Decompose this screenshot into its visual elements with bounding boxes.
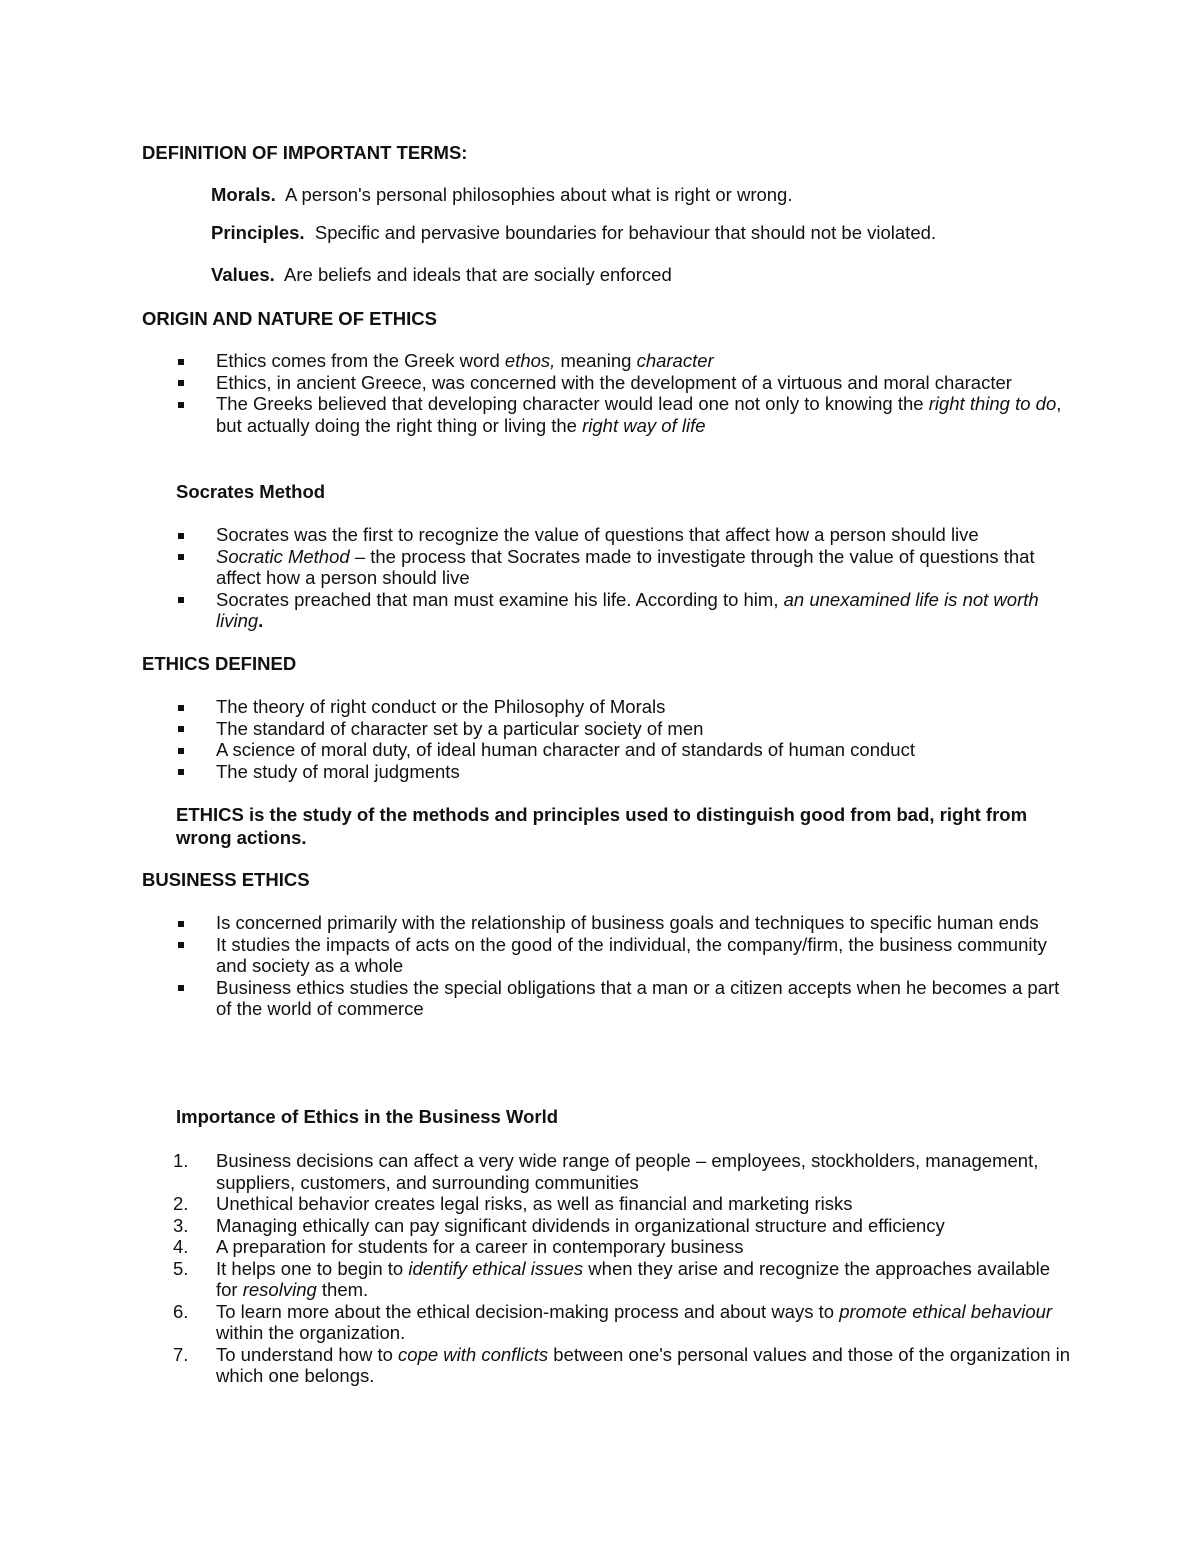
list-item: 3. Managing ethically can pay significant dividends in organizational structure and efficiency [173,1214,945,1236]
ethics-statement: ETHICS is the study of the methods and principles used to distinguish good from bad, right from wrong actions. [176,804,1028,848]
list-item: 2. Unethical behavior creates legal risks, as well as financial and marketing risks [173,1193,853,1214]
item-number: 1. [173,1150,189,1171]
list-item: 7. To understand how to cope with conflicts between one's personal values and those of the organization in which one belongs. [173,1343,1071,1386]
list-item: The study of moral judgments [141,761,1071,783]
list-item: Socrates was the first to recognize the value of questions that affect how a person should live [141,524,1071,546]
socrates-list [141,524,1071,632]
definitions-heading: DEFINITION OF IMPORTANT TERMS: [142,142,468,163]
item-number: 5. [173,1257,189,1279]
list-item: Socrates preached that man must examine his life. According to him, an unexamined life is not worth living. [141,589,1071,632]
term-values [211,264,672,286]
origin-list [141,350,1071,436]
term-principles [211,222,936,244]
list-item: Ethics, in ancient Greece, was concerned with the development of a virtuous and moral character [141,372,1071,394]
list-item: 6. To learn more about the ethical decision-making process and about ways to promote ethical behaviour within the organization. [173,1300,1053,1343]
defined-list [141,696,1071,782]
list-item: Socratic Method – the process that Socrates made to investigate through the value of questions that affect how a person should live [141,546,1071,589]
term-label: Values. [211,264,275,285]
socrates-heading: Socrates Method [176,481,326,502]
list-item: A science of moral duty, of ideal human character and of standards of human conduct [141,739,1071,761]
business-heading: BUSINESS ETHICS [142,869,310,890]
list-item: Is concerned primarily with the relationship of business goals and techniques to specific human ends [141,912,1071,934]
term-text: Are beliefs and ideals that are socially enforced [284,264,672,285]
term-text: A person's personal philosophies about what is right or wrong. [285,184,793,205]
defined-heading: ETHICS DEFINED [142,653,297,674]
list-item: It studies the impacts of acts on the good of the individual, the company/firm, the business community and society as a whole [141,934,1071,977]
importance-heading: Importance of Ethics in the Business World [176,1106,559,1127]
list-item: The Greeks believed that developing character would lead one not only to knowing the right thing to do, but actually doing the right thing or living the right way of life [141,393,1071,436]
item-number: 4. [173,1236,189,1257]
item-number: 3. [173,1214,189,1236]
term-morals [211,184,793,206]
list-item: 4. A preparation for students for a career in contemporary business [173,1236,744,1257]
origin-heading: ORIGIN AND NATURE OF ETHICS [142,308,437,329]
item-number: 6. [173,1300,189,1322]
list-item: Ethics comes from the Greek word ethos, meaning character [141,350,1071,372]
term-label: Morals. [211,184,276,205]
term-label: Principles. [211,222,305,243]
list-item: Business ethics studies the special obligations that a man or a citizen accepts when he becomes a part of the world of commerce [141,977,1071,1020]
list-item: 5. It helps one to begin to identify ethical issues when they arise and recognize the approaches available for resolving them. [173,1257,1051,1300]
importance-list [141,1150,1071,1387]
list-item: The standard of character set by a particular society of men [141,718,1071,740]
list-item: The theory of right conduct or the Philosophy of Morals [141,696,1071,718]
business-list [141,912,1071,1020]
item-number: 7. [173,1343,189,1365]
list-item: 1. Business decisions can affect a very wide range of people – employees, stockholders, management, suppliers, customers, and surrounding communities [173,1150,1039,1193]
term-text: Specific and pervasive boundaries for behaviour that should not be violated. [314,222,937,243]
item-number: 2. [173,1193,189,1214]
